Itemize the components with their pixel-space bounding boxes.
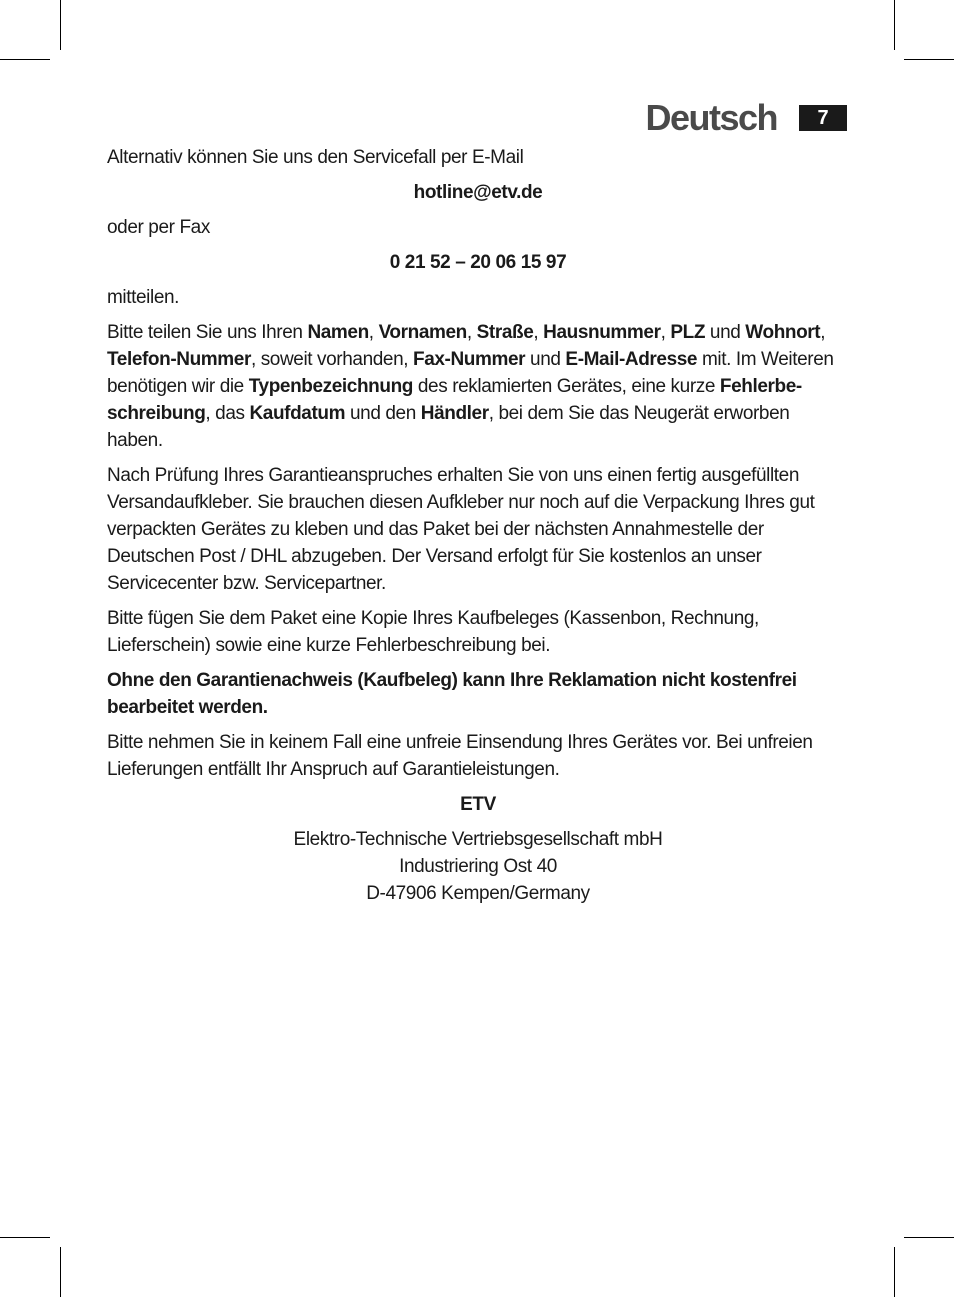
page-number-badge: 7 <box>799 105 847 131</box>
page-content <box>107 144 849 907</box>
intro-text: Alternativ können Sie uns den Servicefall per E-Mail <box>107 147 524 168</box>
crop-mark <box>904 1237 954 1238</box>
crop-mark <box>0 1237 50 1238</box>
crop-mark <box>60 1247 61 1297</box>
crop-mark <box>60 0 61 50</box>
crop-mark <box>904 59 954 60</box>
crop-mark <box>894 0 895 50</box>
language-title: Deutsch <box>645 97 777 138</box>
company-street: Industriering Ost 40 <box>399 856 557 877</box>
company-city: D-47906 Kempen/Germany <box>366 883 590 904</box>
crop-mark <box>894 1247 895 1297</box>
shipping-label-paragraph: Nach Prüfung Ihres Garantieanspruches erhalten Sie von uns einen fertig ausgefüllten Versandaufkleber. Sie brauchen diesen Aufkleber nur noch auf die Verpackung Ihres gut verpackten Gerätes zu kleben und das Paket bei der nächsten Annahmestelle der Deutschen Post / DHL abzugeben. Der Versand erfolgt für Sie kostenlos an unser Servicecenter bzw. Servicepartner. <box>107 465 815 594</box>
unpaid-shipping-paragraph: Bitte nehmen Sie in keinem Fall eine unfreie Einsendung Ihres Gerätes vor. Bei unfreien Lieferungen entfällt Ihr Anspruch auf Garantieleistungen. <box>107 732 813 780</box>
company-short-name: ETV <box>460 794 496 815</box>
warranty-proof-warning: Ohne den Garantienachweis (Kaufbeleg) kann Ihre Reklamation nicht kostenfrei bearbeitet werden. <box>107 670 797 718</box>
contact-details-paragraph: Bitte teilen Sie uns Ihren Namen, Vornamen, Straße, Hausnummer, PLZ und Wohnort, Telefon-Nummer, soweit vorhanden, Fax-Nummer und E-Mail-Adresse mit. Im Weiteren benötigen wir die Typenbezeichnung des reklamierten Gerätes, eine kurze Fehlerbe- schreibung, das Kaufdatum und den Händler, bei dem Sie das Neugerät erworben haben. <box>107 322 834 451</box>
company-address <box>107 826 849 907</box>
email-address: hotline@etv.de <box>413 182 543 203</box>
receipt-copy-paragraph: Bitte fügen Sie dem Paket eine Kopie Ihres Kaufbeleges (Kassenbon, Rechnung, Lieferschein) sowie eine kurze Fehlerbeschreibung bei. <box>107 608 759 656</box>
company-name: Elektro-Technische Vertriebsgesellschaft mbH <box>293 829 663 850</box>
mitteilen-text: mitteilen. <box>107 287 180 308</box>
fax-intro-text: oder per Fax <box>107 217 210 238</box>
crop-mark <box>0 59 50 60</box>
fax-number: 0 21 52 – 20 06 15 97 <box>389 252 567 273</box>
page-header <box>645 96 847 140</box>
